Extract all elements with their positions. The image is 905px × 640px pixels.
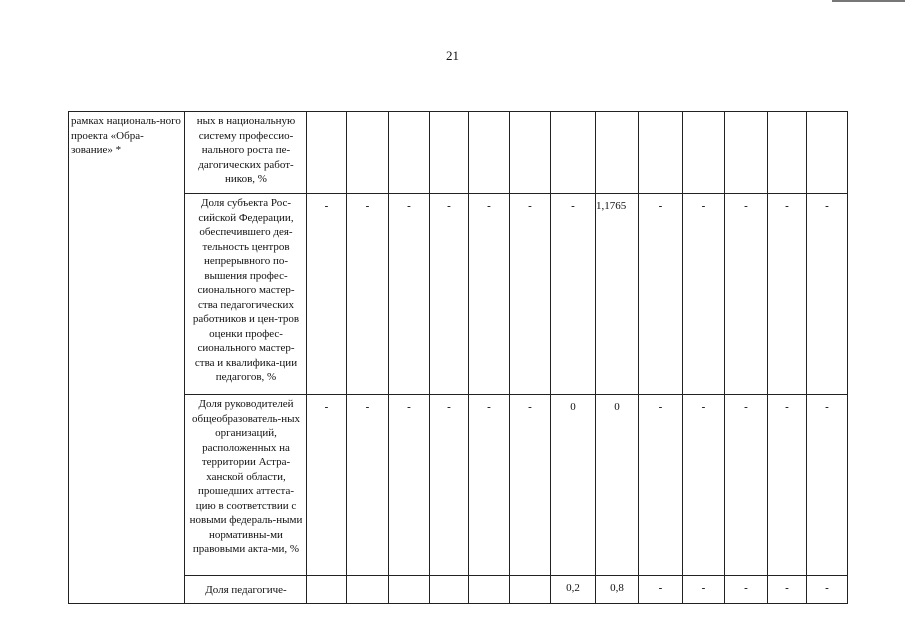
table-row (69, 194, 848, 395)
value-cell: 0 (596, 395, 639, 576)
value-cell: - (469, 194, 510, 395)
value-cell: - (639, 395, 683, 576)
value-cell: - (725, 576, 768, 604)
value-cell (389, 112, 430, 194)
value-cell: - (807, 576, 848, 604)
value-cell: - (725, 395, 768, 576)
table-row (69, 395, 848, 576)
value-cell (596, 112, 639, 194)
value-cell (389, 576, 430, 604)
program-cell: рамках националь-ного проекта «Обра-зование» * (69, 112, 185, 604)
page-number: 21 (446, 48, 459, 63)
value-cell: - (768, 395, 807, 576)
value-cell (807, 112, 848, 194)
value-cell (307, 112, 347, 194)
value-cell (768, 112, 807, 194)
value-cell: 0,2 (551, 576, 596, 604)
value-cell (469, 112, 510, 194)
value-cell: - (389, 194, 430, 395)
value-cell: 1,1765 (596, 194, 639, 395)
value-cell: - (639, 576, 683, 604)
value-cell (725, 112, 768, 194)
value-cell (510, 112, 551, 194)
value-cell (469, 576, 510, 604)
value-cell (347, 112, 389, 194)
value-cell (347, 576, 389, 604)
table-row (69, 576, 848, 604)
value-cell: - (469, 395, 510, 576)
value-cell (307, 576, 347, 604)
value-cell: - (430, 194, 469, 395)
indicator-cell: Доля педагогиче- (185, 576, 307, 604)
value-cell: - (430, 395, 469, 576)
value-cell: - (683, 576, 725, 604)
indicator-cell: Доля руководителей общеобразователь-ных организаций, расположенных на территории Астра-ханской области, прошедших аттеста-цию в соответствии с новыми федераль-ными нормативны-ми правовыми акта-ми, % (185, 395, 307, 576)
value-cell: 0 (551, 395, 596, 576)
value-cell: - (307, 194, 347, 395)
value-cell: - (510, 395, 551, 576)
value-cell: - (307, 395, 347, 576)
value-cell: - (510, 194, 551, 395)
value-cell: - (725, 194, 768, 395)
value-cell: - (683, 194, 725, 395)
value-cell (430, 576, 469, 604)
value-cell: - (683, 395, 725, 576)
value-cell: - (347, 395, 389, 576)
table-row (69, 112, 848, 194)
indicator-table (68, 111, 848, 604)
value-cell: - (551, 194, 596, 395)
value-cell (683, 112, 725, 194)
indicator-cell: ных в национальную систему профессио-нального роста пе-дагогических работ-ников, % (185, 112, 307, 194)
value-cell: - (639, 194, 683, 395)
value-cell (551, 112, 596, 194)
value-cell: 0,8 (596, 576, 639, 604)
value-cell (430, 112, 469, 194)
value-cell (510, 576, 551, 604)
value-cell: - (807, 395, 848, 576)
value-cell: - (768, 194, 807, 395)
indicator-cell: Доля субъекта Рос-сийской Федерации, обеспечившего дея-тельность центров непрерывного по-вышения профес-сионального мастер-ства педагогических работников и цен-тров оценки профес-сионального мастер-ства и квалифика-ции педагогов, % (185, 194, 307, 395)
value-cell: - (347, 194, 389, 395)
value-cell: - (807, 194, 848, 395)
value-cell: - (389, 395, 430, 576)
top-rule (832, 0, 905, 2)
value-cell (639, 112, 683, 194)
value-cell: - (768, 576, 807, 604)
